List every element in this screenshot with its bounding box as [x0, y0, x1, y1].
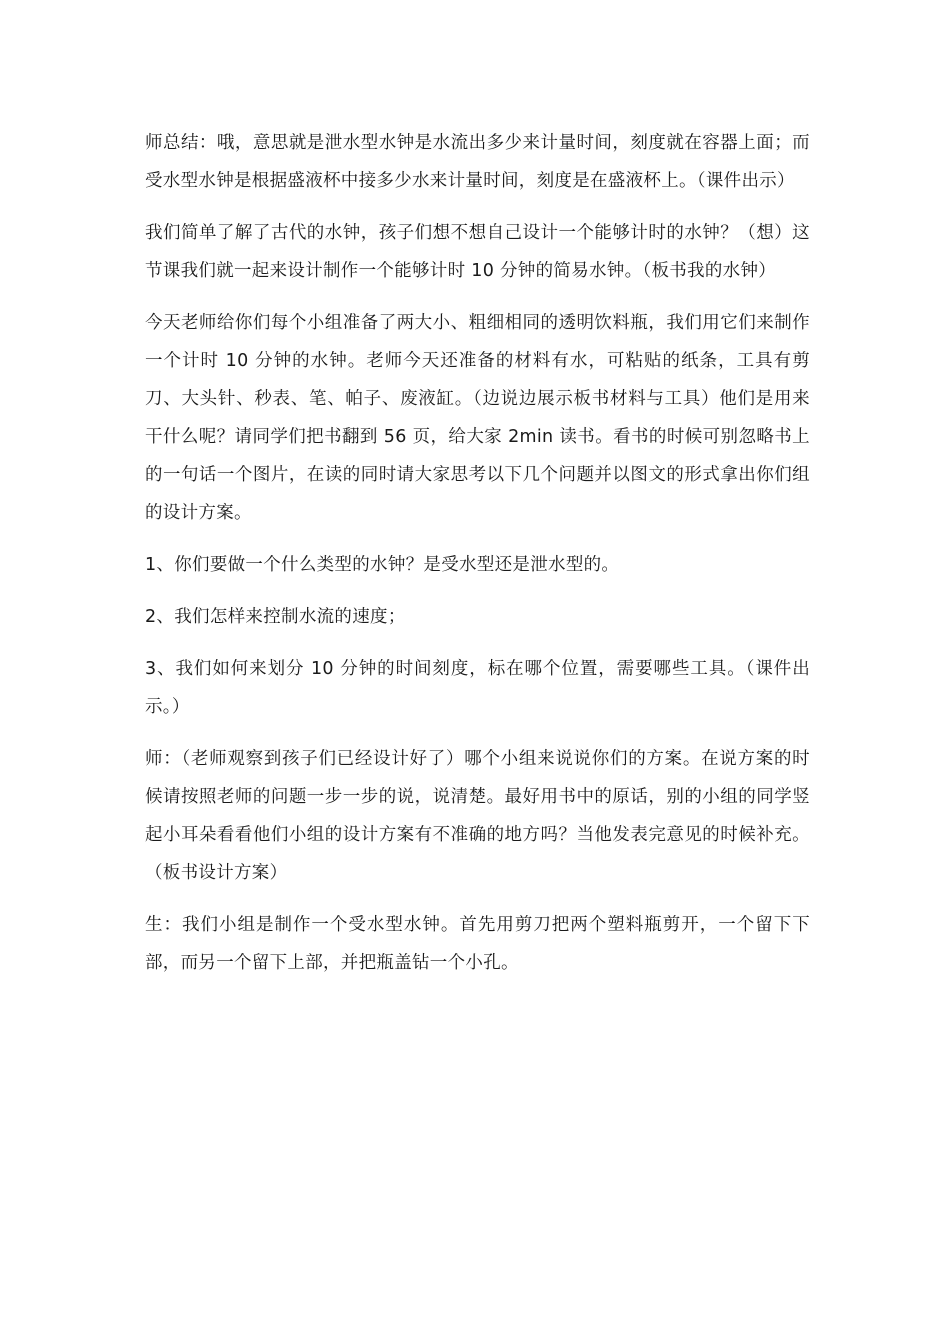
question-item-1: 1、你们要做一个什么类型的水钟？是受水型还是泄水型的。	[145, 555, 620, 575]
question-item-3: 3、我们如何来划分 10 分钟的时间刻度，标在哪个位置，需要哪些工具。（课件出示。）	[145, 659, 810, 717]
paragraph-materials: 今天老师给你们每个小组准备了两大小、粗细相同的透明饮料瓶，我们用它们来制作一个计时 10 分钟的水钟。老师今天还准备的材料有水，可粘贴的纸条，工具有剪刀、大头针、秒表、笔、帕子、废液缸。（边说边展示板书材料与工具）他们是用来干什么呢？请同学们把书翻到 56 页，给大家 2min 读书。看书的时候可别忽略书上的一句话一个图片，在读的同时请大家思考以下几个问题并以图文的形式拿出你们组的设计方案。	[145, 313, 810, 523]
paragraph-design-intro: 我们简单了解了古代的水钟，孩子们想不想自己设计一个能够计时的水钟？（想）这节课我们就一起来设计制作一个能够计时 10 分钟的简易水钟。（板书我的水钟）	[145, 223, 810, 281]
paragraph-teacher-prompt: 师：（老师观察到孩子们已经设计好了）哪个小组来说说你们的方案。在说方案的时候请按照老师的问题一步一步的说，说清楚。最好用书中的原话，别的小组的同学竖起小耳朵看看他们小组的设计方案有不准确的地方吗？当他发表完意见的时候补充。（板书设计方案）	[145, 749, 810, 883]
paragraph-student-answer: 生：我们小组是制作一个受水型水钟。首先用剪刀把两个塑料瓶剪开，一个留下下部，而另一个留下上部，并把瓶盖钻一个小孔。	[145, 915, 810, 973]
document-body	[145, 124, 810, 996]
paragraph-teacher-summary: 师总结：哦，意思就是泄水型水钟是水流出多少来计量时间，刻度就在容器上面；而受水型水钟是根据盛液杯中接多少水来计量时间，刻度是在盛液杯上。（课件出示）	[145, 133, 810, 191]
question-item-2: 2、我们怎样来控制水流的速度；	[145, 607, 406, 627]
